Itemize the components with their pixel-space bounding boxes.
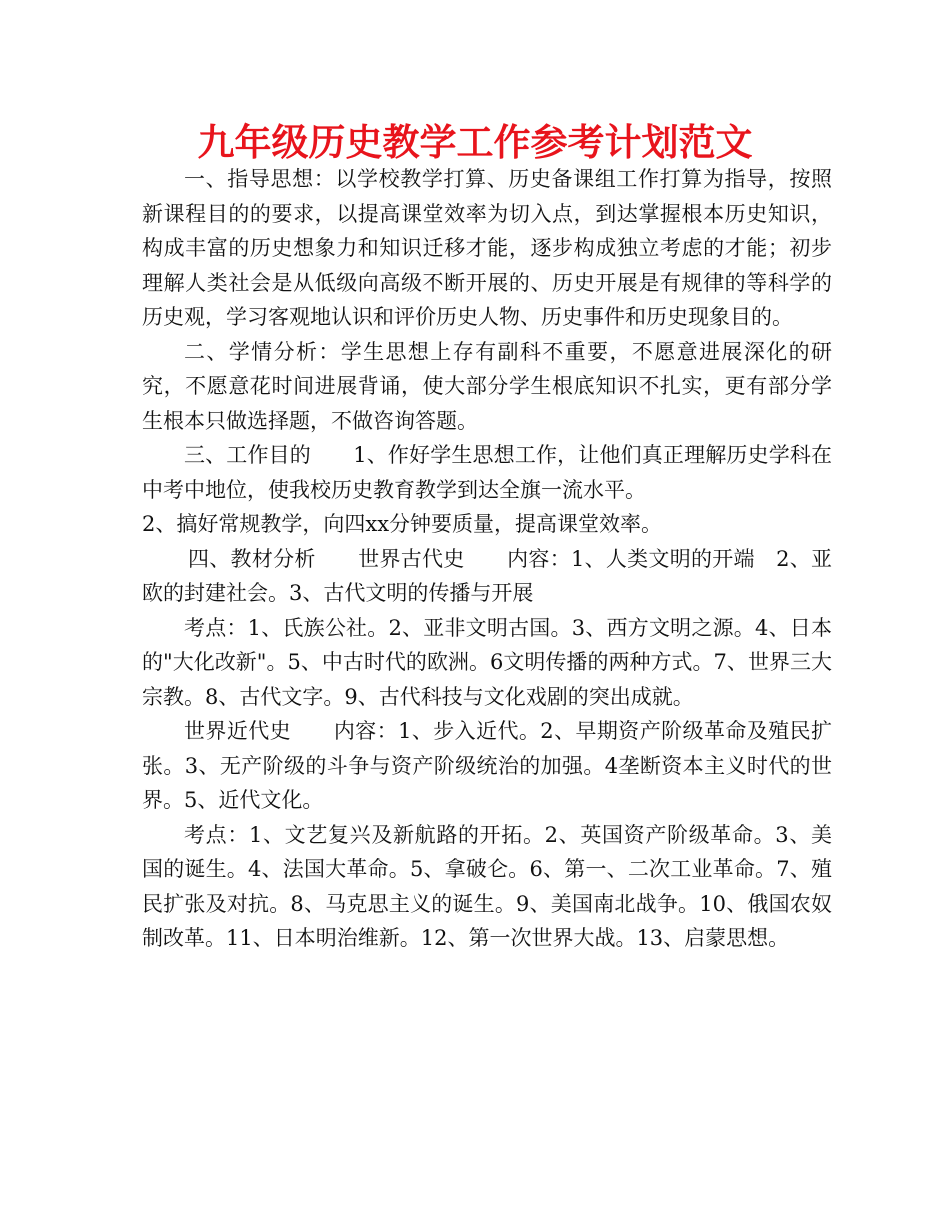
document-body: [142, 162, 832, 956]
paragraph-textbook-analysis: 四、教材分析 世界古代史 内容：1、人类文明的开端 2、亚欧的封建社会。3、古代文明的传播与开展: [142, 546, 832, 605]
paragraph-routine-teaching: 2、搞好常规教学，向四xx分钟要质量，提高课堂效率。: [142, 512, 663, 536]
paragraph-student-analysis: 二、学情分析：学生思想上存有副科不重要，不愿意进展深化的研究，不愿意花时间进展背诵，使大部分学生根底知识不扎实，更有部分学生根本只做选择题，不做咨询答题。: [142, 339, 832, 433]
paragraph-ancient-exam-points: 考点：1、氏族公社。2、亚非文明古国。3、西方文明之源。4、日本的"大化改新"。5、中古时代的欧洲。6文明传播的两种方式。7、世界三大宗教。8、古代文字。9、古代科技与文化戏剧的突出成就。: [142, 615, 832, 709]
paragraph-modern-exam-points: 考点：1、文艺复兴及新航路的开拓。2、英国资产阶级革命。3、美国的诞生。4、法国大革命。5、拿破仑。6、第一、二次工业革命。7、殖民扩张及对抗。8、马克思主义的诞生。9、美国南北战争。10、俄国农奴制改革。11、日本明治维新。12、第一次世界大战。13、启蒙思想。: [142, 822, 832, 950]
paragraph-guiding-thought: 一、指导思想：以学校教学打算、历史备课组工作打算为指导，按照新课程目的的要求，以提高课堂效率为切入点，到达掌握根本历史知识，构成丰富的历史想象力和知识迁移才能，逐步构成独立考虑的才能；初步理解人类社会是从低级向高级不断开展的、历史开展是有规律的等科学的历史观，学习客观地认识和评价历史人物、历史事件和历史现象目的。: [142, 167, 832, 329]
paragraph-work-goals: 三、工作目的 1、作好学生思想工作，让他们真正理解历史学科在中考中地位，使我校历史教育教学到达全旗一流水平。: [142, 443, 832, 502]
page-title: 九年级历史教学工作参考计划范文: [197, 121, 753, 164]
paragraph-modern-history: 世界近代史 内容：1、步入近代。2、早期资产阶级革命及殖民扩张。3、无产阶级的斗争与资产阶级统治的加强。4垄断资本主义时代的世界。5、近代文化。: [142, 719, 832, 812]
